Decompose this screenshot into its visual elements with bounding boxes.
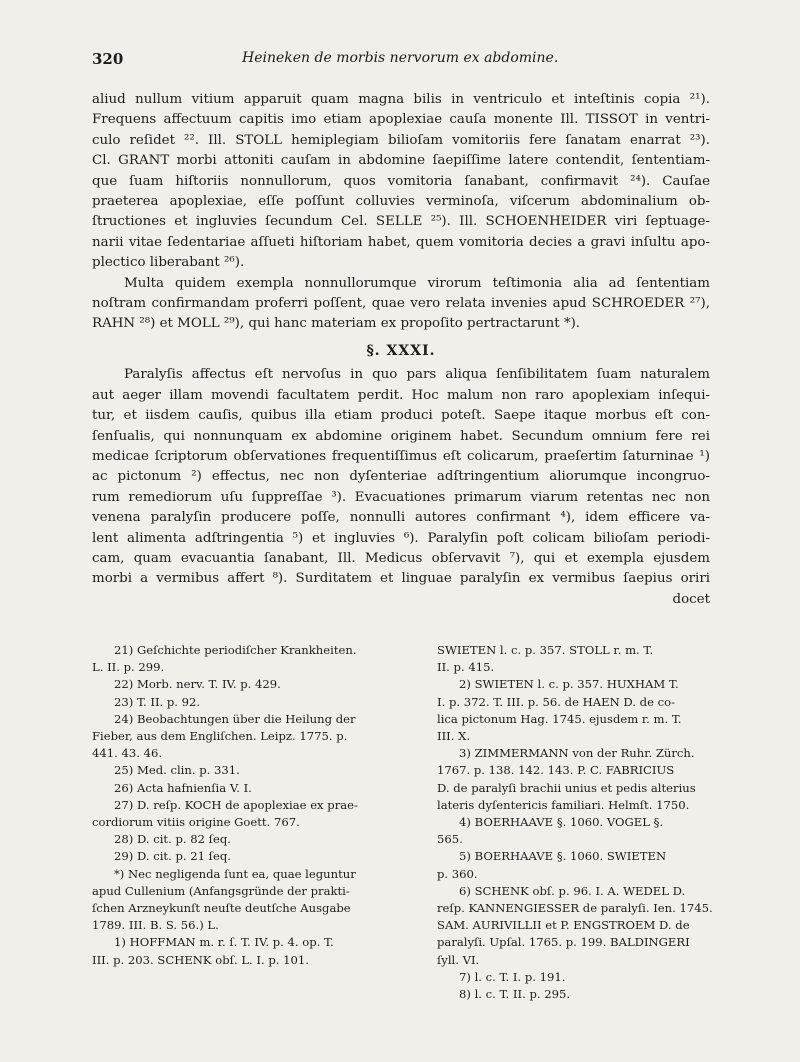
footnote-line: 8) l. c. T. II. p. 295. — [459, 987, 571, 1002]
text-line: ac pictonum ²) effectus, nec non dyſenteriae adſtringentium aliorumque incongruo- — [92, 469, 710, 485]
footnote-line: paralyſi. Upſal. 1765. p. 199. BALDINGERI — [437, 935, 690, 950]
text-line: Cl. GRANT morbi attoniti cauſam in abdomine ſaepiſſime latere contendit, ſententiam- — [92, 153, 710, 169]
footnote-line: 23) T. II. p. 92. — [114, 694, 201, 709]
footnote-line: D. de paralyſi brachii unius et pedis alterius — [437, 780, 696, 795]
text-line: aut aeger illam movendi facultatem perdit. Hoc malum non raro apoplexiam inſequi- — [92, 387, 710, 403]
footnote-line: 29) D. cit. p. 21 ſeq. — [114, 849, 231, 864]
text-line: tur, et iisdem cauſis, quibus illa etiam produci poteſt. Saepe itaque morbus eſt con- — [92, 408, 710, 424]
footnote-line: SWIETEN l. c. p. 357. STOLL r. m. T. — [437, 643, 654, 657]
footnote-line: 1767. p. 138. 142. 143. P. C. FABRICIUS — [437, 763, 675, 778]
text-line: Multa quidem exempla nonnullorumque virorum teſtimonia alia ad ſententiam — [124, 275, 710, 291]
footnote-line: cordiorum vitiis origine Goett. 767. — [92, 815, 300, 830]
footnote-line: apud Cullenium (Anfangsgründe der prakti- — [92, 883, 350, 898]
footnote-line: reſp. KANNENGIESSER de paralyſi. Ien. 1745. — [437, 901, 713, 916]
footnote-line: *) Nec negligenda ſunt ea, quae leguntur — [114, 866, 356, 881]
page-number: 320 — [92, 50, 124, 68]
page-header — [92, 50, 712, 76]
footnote-line: 441. 43. 46. — [92, 746, 163, 761]
text-line: ſenſualis, qui nonnunquam ex abdomine originem habet. Secundum omnium fere rei — [92, 428, 710, 444]
text-line: culo reſidet ²². Ill. STOLL hemiplegiam bilioſam vomitoriis fere ſanatam enarrat ²³). — [92, 132, 710, 148]
main-text — [92, 90, 710, 610]
paragraph-3 — [92, 365, 710, 589]
text-line: Paralyſis affectus eſt nervoſus in quo pars aliqua ſenſibilitatem ſuam naturalem — [124, 367, 710, 383]
footnote-line: lica pictonum Hag. 1745. ejusdem r. m. T. — [437, 711, 682, 726]
text-line: lent alimenta adſtringentia ⁵) et ingluvies ⁶). Paralyſin poſt colicam bilioſam periodi- — [92, 530, 710, 546]
footnote-line: 1789. III. B. S. 56.) L. — [92, 918, 219, 933]
text-line: cam, quam evacuantia ſanabant, Ill. Medicus obſervavit ⁷), qui et exempla ejusdem — [92, 550, 710, 566]
footnote-line: 565. — [437, 832, 463, 847]
footnote-line: 3) ZIMMERMANN von der Ruhr. Zürch. — [459, 746, 695, 761]
text-line: rum remediorum uſu ſuppreſſae ³). Evacuationes primarum viarum retentas nec non — [92, 489, 710, 505]
text-line: ſtructiones et ingluvies ſecundum Cel. SELLE ²⁵). Ill. SCHOENHEIDER viri ſeptuage- — [92, 214, 710, 230]
text-line: venena paralyſin producere poſſe, nonnulli autores confirmant ⁴), idem efficere va- — [92, 510, 710, 526]
footnote-line: 27) D. reſp. KOCH de apoplexiae ex prae- — [114, 797, 358, 812]
text-line: praeterea apoplexiae, eſſe poſſunt colluvies verminoſa, viſcerum abdominalium ob- — [92, 194, 710, 210]
footnote-line: p. 360. — [437, 866, 478, 881]
footnote-line: ſyll. VI. — [437, 952, 480, 967]
paragraph-1 — [92, 90, 710, 274]
footnote-line: ſchen Arzneykunſt neuſte deutſche Ausgabe — [92, 901, 351, 916]
text-line: que ſuam hiſtoriis nonnullorum, quos vomitoria ſanabant, confirmavit ²⁴). Cauſae — [92, 173, 710, 189]
footnote-line: lateris dyſentericis familiari. Helmſt. 1750. — [437, 797, 690, 812]
footnote-line: 21) Geſchichte periodiſcher Krankheiten. — [114, 643, 357, 657]
section-heading: §. XXXI. — [366, 342, 436, 359]
footnote-line: SAM. AURIVILLII et P. ENGSTROEM D. de — [437, 918, 690, 933]
footnote-line: 22) Morb. nerv. T. IV. p. 429. — [114, 677, 281, 692]
text-line: Frequens affectuum capitis imo etiam apoplexiae cauſa monente Ill. TISSOT in ventri- — [92, 112, 710, 128]
catchword: docet — [672, 591, 710, 607]
footnote-line: I. p. 372. T. III. p. 56. de HAEN D. de co- — [437, 694, 676, 709]
paragraph-2 — [92, 274, 710, 335]
text-line: aliud nullum vitium apparuit quam magna bilis in ventriculo et inteſtinis copia ²¹). — [92, 92, 710, 107]
footnote-line: 28) D. cit. p. 82 ſeq. — [114, 832, 231, 847]
text-line: noſtram confirmandam proferri poſſent, quae vero relata invenies apud SCHROEDER ²⁷), — [92, 296, 710, 312]
footnote-line: 26) Acta hafnienſia V. I. — [114, 780, 252, 795]
footnote-line: Fieber, aus dem Engliſchen. Leipz. 1775. p. — [92, 729, 348, 744]
footnote-line: III. X. — [437, 729, 471, 744]
text-line: medicae ſcriptorum obſervationes frequentiſſimus eſt colicarum, praeſertim ſaturninae ¹) — [92, 448, 710, 464]
footnotes-right-column — [437, 642, 772, 1003]
text-line: RAHN ²⁸) et MOLL ²⁹), qui hanc materiam ex propoſito pertractarunt *). — [92, 316, 581, 332]
footnotes-left-column — [92, 642, 427, 969]
footnote-line: 6) SCHENK obſ. p. 96. I. A. WEDEL D. — [459, 883, 686, 898]
running-title: Heineken de morbis nervorum ex abdomine. — [242, 50, 559, 66]
footnote-line: 1) HOFFMAN m. r. ſ. T. IV. p. 4. op. T. — [114, 935, 334, 950]
footnote-line: II. p. 415. — [437, 660, 495, 675]
footnote-line: 4) BOERHAAVE §. 1060. VOGEL §. — [459, 815, 664, 830]
footnote-line: 25) Med. clin. p. 331. — [114, 763, 240, 778]
text-line: narii vitae ſedentariae aſſueti hiſtoriam habet, quem vomitoria decies a gravi inſultu apo- — [92, 234, 710, 250]
footnote-line: III. p. 203. SCHENK obſ. L. I. p. 101. — [92, 952, 309, 967]
footnote-line: 24) Beobachtungen über die Heilung der — [114, 711, 356, 726]
footnote-line: L. II. p. 299. — [92, 660, 165, 675]
footnote-line: 2) SWIETEN l. c. p. 357. HUXHAM T. — [459, 677, 679, 692]
footnote-line: 5) BOERHAAVE §. 1060. SWIETEN — [459, 849, 667, 864]
text-line: plectico liberabant ²⁶). — [92, 255, 245, 271]
text-line: morbi a vermibus affert ⁸). Surditatem et linguae paralyſin ex vermibus ſaepius oriri — [92, 571, 710, 587]
footnote-line: 7) l. c. T. I. p. 191. — [459, 969, 566, 984]
